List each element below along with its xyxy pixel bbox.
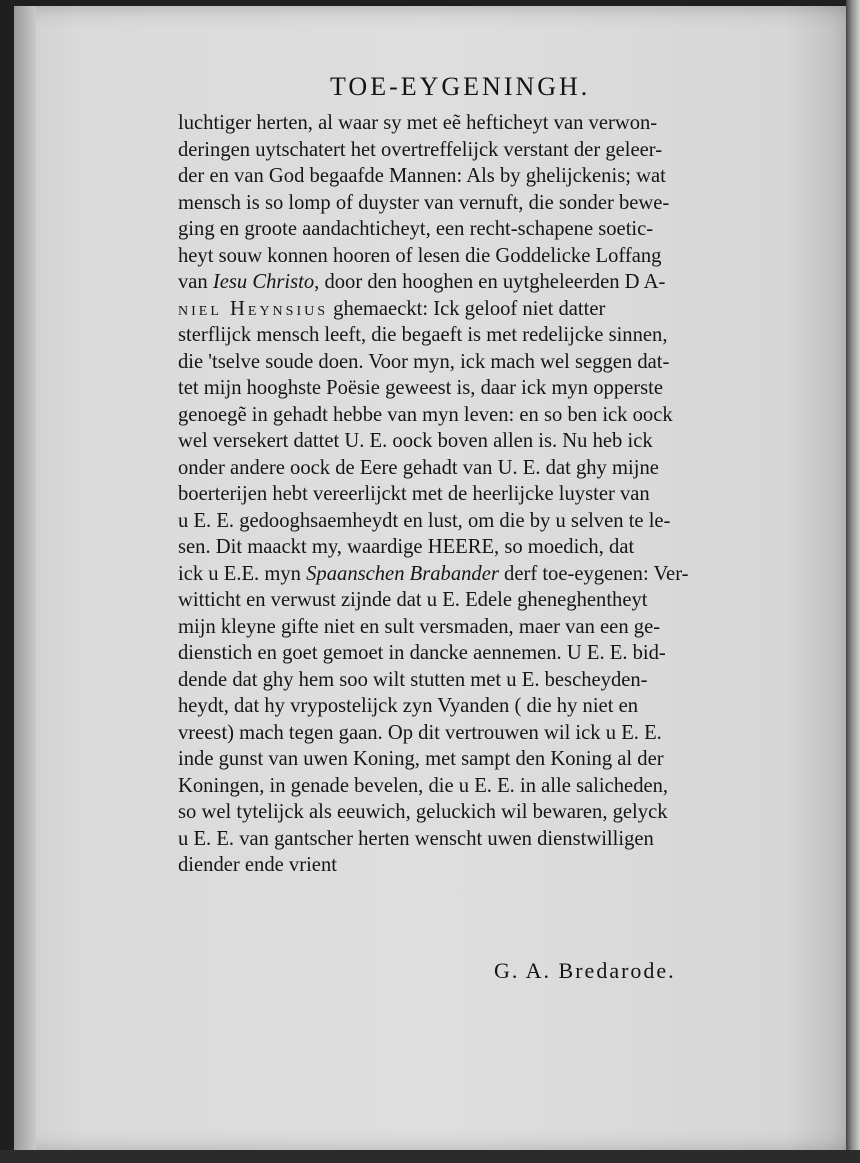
next-page-edge <box>846 0 860 1163</box>
text-line: inde gunst van uwen Koning, met sampt den Koning al der <box>178 748 664 770</box>
text-line: wel versekert dattet U. E. oock boven allen is. Nu heb ick <box>178 430 653 452</box>
text-line: heyt souw konnen hooren of lesen die Goddelicke Loffang <box>178 244 662 267</box>
text-line: u E. E. gedooghsaemheydt en lust, om die by u selven te le- <box>178 509 671 532</box>
text-line: sen. Dit maackt my, waardige HEERE, so moedich, dat <box>178 536 635 558</box>
text-line: genoegẽ in gehadt hebbe van myn leven: en so ben ick oock <box>178 403 673 426</box>
text-line: sterflijck mensch leeft, die begaeft is met redelijcke sinnen, <box>178 324 668 346</box>
text-line: heydt, dat hy vrypostelijck zyn Vyanden ( die hy niet en <box>178 695 639 717</box>
text-line: deringen uytschatert het overtreffelijck verstant der geleer- <box>178 138 663 161</box>
text-line: diender ende vrient <box>178 854 337 876</box>
text-line: Koningen, in genade bevelen, die u E. E. in alle salicheden, <box>178 774 669 797</box>
text-line: witticht en verwust zijnde dat u E. Edele gheneghentheyt <box>178 589 648 611</box>
text-line <box>178 296 798 323</box>
dedication-text <box>178 110 798 879</box>
page-heading: TOE-EYGENINGH. <box>330 72 591 101</box>
text-fragment: derf toe-eygenen: Ver- <box>498 562 689 585</box>
italic-name: Iesu Christo <box>212 271 315 293</box>
text-line: tet mijn hooghste Poësie geweest is, daar ick myn opperste <box>178 377 663 399</box>
text-line: u E. E. van gantscher herten wenscht uwen dienstwilligen <box>178 827 654 850</box>
text-line <box>178 561 798 588</box>
text-line: dienstich en goet gemoet in dancke aennemen. U E. E. bid- <box>178 642 666 664</box>
text-fragment: , door den hooghen en uytgheleerden D A- <box>314 271 666 293</box>
text-line: luchtiger herten, al waar sy met eẽ hefticheyt van verwon- <box>178 112 658 134</box>
text-fragment: van <box>178 271 213 293</box>
text-line: die 'tselve soude doen. Voor myn, ick mach wel seggen dat- <box>178 350 670 373</box>
scan-bottom-border <box>0 1150 860 1163</box>
signature: G. A. Bredarode. <box>494 958 676 983</box>
text-fragment: ghemaeckt: Ick geloof niet datter <box>328 297 606 320</box>
text-line: onder andere oock de Eere gehadt van U. E. dat ghy mijne <box>178 456 659 479</box>
text-line: der en van God begaafde Mannen: Als by ghelijckenis; wat <box>178 165 666 187</box>
text-line: mensch is so lomp of duyster van vernuft, die sonder bewe- <box>178 191 670 214</box>
text-line: dende dat ghy hem soo wilt stutten met u E. bescheyden- <box>178 668 648 691</box>
italic-title: Spaanschen Brabander <box>306 562 499 585</box>
text-line <box>178 269 798 296</box>
smallcaps-name: niel Heynsius <box>178 297 329 320</box>
text-line: mijn kleyne gifte niet en sult versmaden, maer van een ge- <box>178 615 661 638</box>
text-line: vreest) mach tegen gaan. Op dit vertrouwen wil ick u E. E. <box>178 721 662 744</box>
text-line: ging en groote aandachticheyt, een recht-schapene soetic- <box>178 218 654 240</box>
text-fragment: ick u E.E. myn <box>178 562 307 585</box>
text-line: so wel tytelijck als eeuwich, geluckich wil bewaren, gelyck <box>178 801 668 823</box>
text-line: boerterijen hebt vereerlijckt met de heerlijcke luyster van <box>178 483 650 505</box>
page-gutter <box>14 6 36 1152</box>
